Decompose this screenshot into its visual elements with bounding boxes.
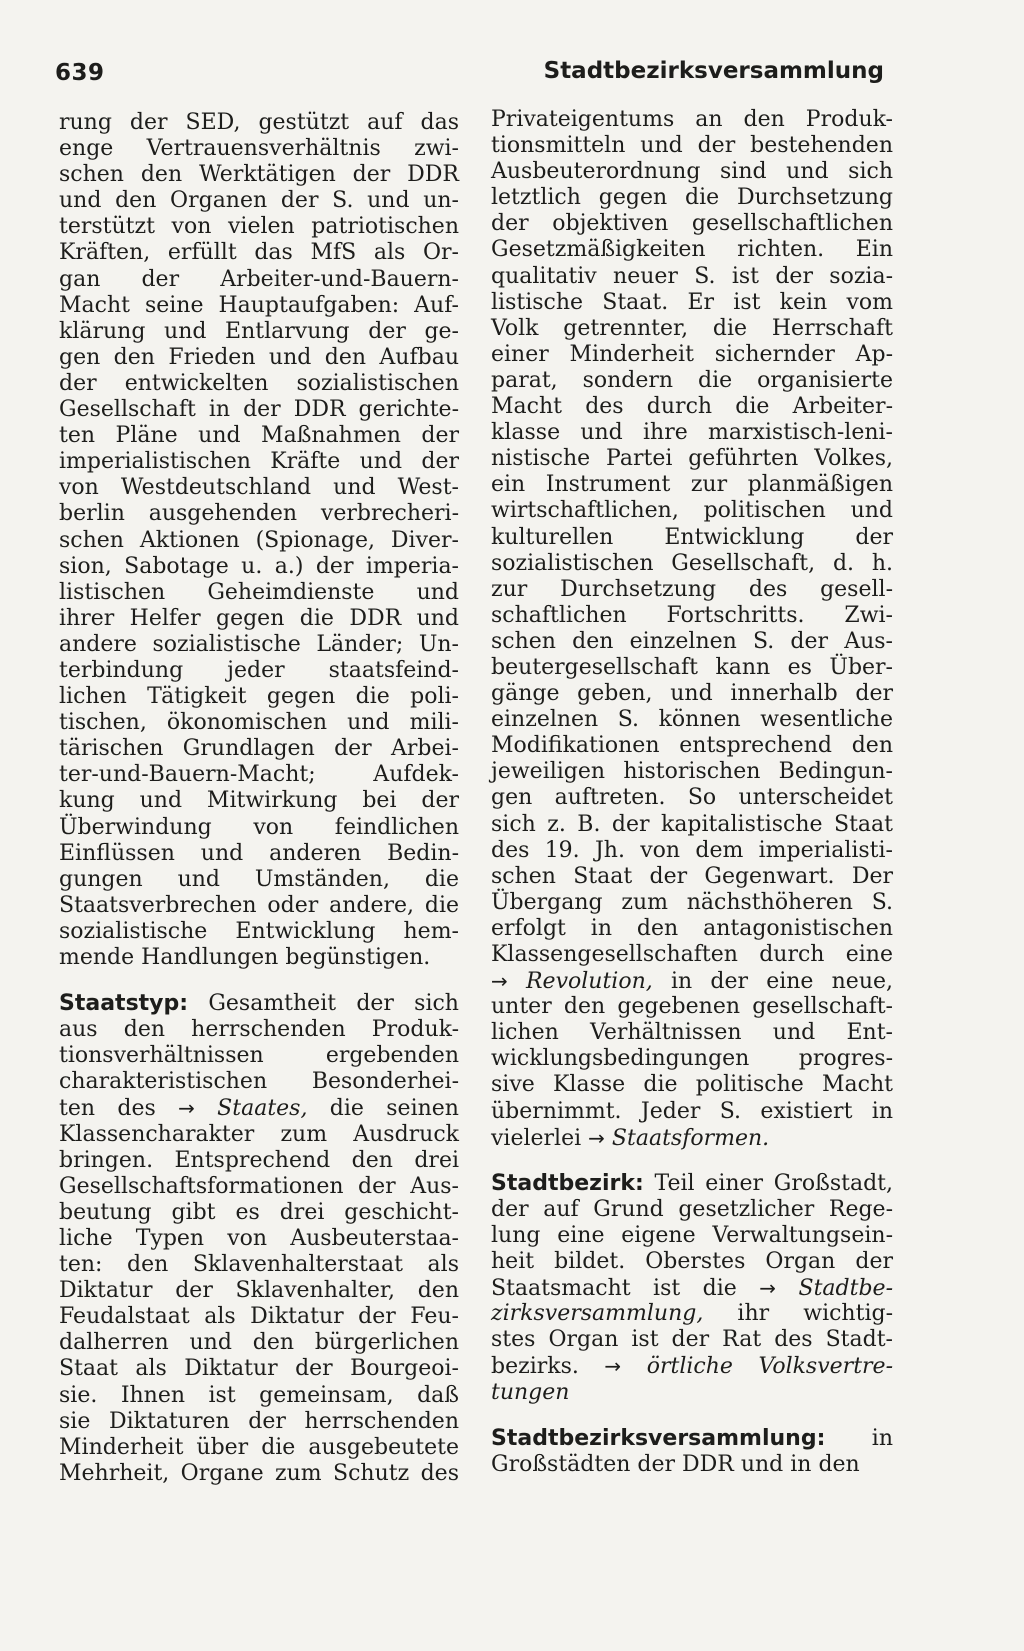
text-line: stes Organ ist der Rat des Stadt-	[491, 1327, 893, 1353]
entry-term-staatstyp: Staatstyp:	[59, 991, 189, 1017]
reference-arrow-icon: →	[491, 969, 508, 994]
cross-reference-revolution[interactable]: Revolution,	[525, 969, 653, 995]
text-line: ten Pläne und Maßnahmen der	[59, 423, 459, 449]
text-line: sozialistischen Gesellschaft, d. h.	[491, 550, 893, 576]
text-line: Klassencharakter zum Ausdruck	[59, 1121, 459, 1147]
text-line	[491, 968, 893, 994]
text-line: Großstädten der DDR und in den	[491, 1451, 860, 1477]
text-line: dalherren und den bürgerlichen	[59, 1330, 459, 1356]
text-line: Privateigentums an den Produk-	[491, 107, 893, 132]
text-line: berlin ausgehenden verbrecheri-	[59, 501, 459, 527]
text-line: einzelnen S. können wesentliche	[491, 707, 893, 733]
text-line: Überwindung von feindlichen	[59, 814, 459, 840]
reference-arrow-icon: →	[178, 1096, 195, 1121]
text-line: des 19. Jh. von dem imperialisti-	[491, 837, 893, 863]
text-line: letztlich gegen die Durchsetzung	[491, 185, 893, 211]
text-line: Kräften, erfüllt das MfS als Or-	[59, 240, 459, 266]
text-fragment: in der eine neue,	[670, 969, 894, 995]
text-line: beutergesellschaft kann es Über-	[491, 654, 893, 680]
text-line: andere sozialistische Länder; Un-	[59, 631, 459, 657]
reference-arrow-icon: →	[588, 1125, 605, 1150]
text-fragment: vielerlei	[491, 1125, 582, 1151]
text-line: tischen, ökonomischen und mili-	[59, 710, 459, 736]
staatstyp-body	[59, 1122, 459, 1487]
text-line: gänge geben, und innerhalb der	[491, 681, 893, 707]
text-line: liche Typen von Ausbeuterstaa-	[59, 1225, 459, 1251]
text-line: klärung und Entlarvung der ge-	[59, 318, 459, 344]
reference-arrow-icon: →	[604, 1354, 622, 1379]
text-line: charakteristischen Besonderhei-	[59, 1069, 459, 1095]
text-line: lichen Tätigkeit gegen die poli-	[59, 684, 459, 710]
text-fragment: ten des	[59, 1096, 156, 1122]
text-line: Einflüssen und anderen Bedin-	[59, 840, 459, 866]
text-line: und den Organen der S. und un-	[59, 188, 459, 214]
text-fragment: Teil einer Großstadt,	[654, 1170, 894, 1196]
text-line: rung der SED, gestützt auf das	[59, 110, 459, 135]
text-line: kulturellen Entwicklung der	[491, 524, 893, 550]
text-line: terbindung jeder staatsfeind-	[59, 657, 459, 683]
text-line: gen auftreten. So unterscheidet	[491, 785, 893, 811]
text-line: ihrer Helfer gegen die DDR und	[59, 605, 459, 631]
entry-term-stadtbezirksversammlung: Stadtbezirksversammlung:	[491, 1425, 826, 1451]
text-line: zur Durchsetzung des gesell-	[491, 576, 893, 602]
text-line: wicklungsbedingungen progres-	[491, 1046, 893, 1072]
text-line: sive Klasse die politische Macht	[491, 1072, 893, 1098]
text-line: Macht des durch die Arbeiter-	[491, 394, 893, 420]
text-line: gan der Arbeiter-und-Bauern-	[59, 266, 459, 292]
text-line	[491, 1275, 893, 1301]
text-line: enge Vertrauensverhältnis zwi-	[59, 136, 459, 162]
text-line: jeweiligen historischen Bedingun-	[491, 759, 893, 785]
text-line: ter-und-Bauern-Macht; Aufdek-	[59, 762, 459, 788]
text-line: imperialistischen Kräfte und der	[59, 449, 459, 475]
text-line: Feudalstaat als Diktatur der Feu-	[59, 1304, 459, 1330]
text-line: schen den Werktätigen der DDR	[59, 162, 459, 188]
right-column-text	[491, 107, 893, 968]
text-line: unter den gegebenen gesellschaft-	[491, 994, 893, 1020]
text-line: sie Diktaturen der herrschenden	[59, 1408, 459, 1434]
text-line: Gesetzmäßigkeiten richten. Ein	[491, 237, 893, 263]
text-line: Diktatur der Sklavenhalter, den	[59, 1278, 459, 1304]
text-line: mende Handlungen begünstigen.	[59, 945, 431, 970]
text-line: tionsverhältnissen ergebenden	[59, 1043, 459, 1069]
text-line: kung und Mitwirkung bei der	[59, 788, 459, 814]
cross-reference-oertliche-volksvertretungen-cont[interactable]: tungen	[491, 1379, 570, 1405]
text-line: parat, sondern die organisierte	[491, 367, 893, 393]
text-line: heit bildet. Oberstes Organ der	[491, 1249, 893, 1275]
text-fragment: Gesamtheit der sich	[208, 991, 459, 1017]
entry-stadtbezirk-first-line	[491, 1171, 893, 1197]
text-line: der entwickelten sozialistischen	[59, 370, 459, 396]
text-line: Gesellschaftsformationen der Aus-	[59, 1173, 459, 1199]
text-line: Ausbeuterordnung sind und sich	[491, 159, 893, 185]
text-line: sozialistische Entwicklung hem-	[59, 918, 459, 944]
left-column-text	[59, 110, 459, 945]
text-line: schaftlichen Fortschritts. Zwi-	[491, 602, 893, 628]
text-line: tärischen Grundlagen der Arbei-	[59, 736, 459, 762]
text-line: gen den Frieden und den Aufbau	[59, 344, 459, 370]
cross-reference-staates[interactable]: Staates,	[217, 1096, 308, 1122]
text-line: aus den herrschenden Produk-	[59, 1017, 459, 1043]
text-line	[491, 1125, 893, 1151]
text-fragment: bezirks.	[491, 1354, 579, 1380]
text-line: listische Staat. Er ist kein vom	[491, 289, 893, 315]
reference-arrow-icon: →	[759, 1276, 777, 1301]
text-line	[491, 1380, 893, 1406]
text-line: Mehrheit, Organe zum Schutz des	[59, 1460, 459, 1486]
text-line: Übergang zum nächsthöheren S.	[491, 889, 893, 915]
text-line: Gesellschaft in der DDR gerichte-	[59, 397, 459, 423]
entry-staatstyp-first-line	[59, 991, 459, 1017]
staatstyp-continuation	[491, 994, 893, 1124]
text-line: sion, Sabotage u. a.) der imperia-	[59, 553, 459, 579]
text-line: beutung gibt es drei geschicht-	[59, 1199, 459, 1225]
text-line: ten: den Sklavenhalterstaat als	[59, 1252, 459, 1278]
entry-term-stadtbezirk: Stadtbezirk:	[491, 1170, 644, 1196]
text-line: Volk getrennter, die Herrschaft	[491, 315, 893, 341]
page-number: 639	[55, 60, 105, 86]
text-line: ein Instrument zur planmäßigen	[491, 472, 893, 498]
text-fragment: ihr wichtig-	[737, 1301, 893, 1327]
text-line: Minderheit über die ausgebeutete	[59, 1434, 459, 1460]
cross-reference-stadtbezirksversammlung-cont[interactable]: zirksversammlung,	[491, 1301, 704, 1327]
text-line	[491, 1301, 893, 1327]
text-fragment: in	[871, 1425, 893, 1451]
text-line: sich z. B. der kapitalistische Staat	[491, 811, 893, 837]
left-column	[59, 110, 459, 1487]
text-line: tionsmitteln und der bestehenden	[491, 133, 893, 159]
running-head: Stadtbezirksversammlung	[543, 58, 884, 84]
text-fragment: Staatsmacht ist die	[491, 1276, 737, 1302]
text-line: bringen. Entsprechend den drei	[59, 1147, 459, 1173]
text-fragment: die seinen	[329, 1096, 459, 1122]
text-line	[59, 1095, 459, 1121]
text-line: wirtschaftlichen, politischen und	[491, 498, 893, 524]
text-line: gungen und Umständen, die	[59, 866, 459, 892]
text-line: qualitativ neuer S. ist der sozia-	[491, 263, 893, 289]
text-line: schen Staat der Gegenwart. Der	[491, 863, 893, 889]
right-column	[491, 107, 893, 1478]
text-line: Staat als Diktatur der Bourgeoi-	[59, 1356, 459, 1382]
text-line	[491, 1353, 893, 1379]
text-line: von Westdeutschland und West-	[59, 475, 459, 501]
text-line: Macht seine Hauptaufgaben: Auf-	[59, 292, 459, 318]
text-line: erfolgt in den antagonistischen	[491, 915, 893, 941]
text-line: Modifikationen entsprechend den	[491, 733, 893, 759]
text-line: Staatsverbrechen oder andere, die	[59, 892, 459, 918]
text-line: terstützt von vielen patriotischen	[59, 214, 459, 240]
text-line: einer Minderheit sichernder Ap-	[491, 341, 893, 367]
text-line: der objektiven gesellschaftlichen	[491, 211, 893, 237]
cross-reference-stadtbezirksversammlung[interactable]: Stadtbe-	[798, 1276, 894, 1302]
cross-reference-oertliche-volksvertretungen[interactable]: örtliche Volksvertre-	[646, 1354, 893, 1380]
text-line: nistische Partei geführten Volkes,	[491, 446, 893, 472]
text-line: lung eine eigene Verwaltungsein-	[491, 1222, 893, 1248]
text-line: listischen Geheimdienste und	[59, 579, 459, 605]
text-line: der auf Grund gesetzlicher Rege-	[491, 1196, 893, 1222]
text-line: schen den einzelnen S. der Aus-	[491, 628, 893, 654]
text-line: sie. Ihnen ist gemeinsam, daß	[59, 1382, 459, 1408]
text-line: schen Aktionen (Spionage, Diver-	[59, 527, 459, 553]
cross-reference-staatsformen[interactable]: Staatsformen.	[611, 1125, 770, 1151]
text-line: übernimmt. Jeder S. existiert in	[491, 1098, 893, 1124]
text-line: Klassengesellschaften durch eine	[491, 942, 893, 967]
entry-stadtbezirksversammlung-first-line	[491, 1426, 893, 1452]
text-line: klasse und ihre marxistisch-leni-	[491, 420, 893, 446]
text-line: lichen Verhältnissen und Ent-	[491, 1020, 893, 1046]
